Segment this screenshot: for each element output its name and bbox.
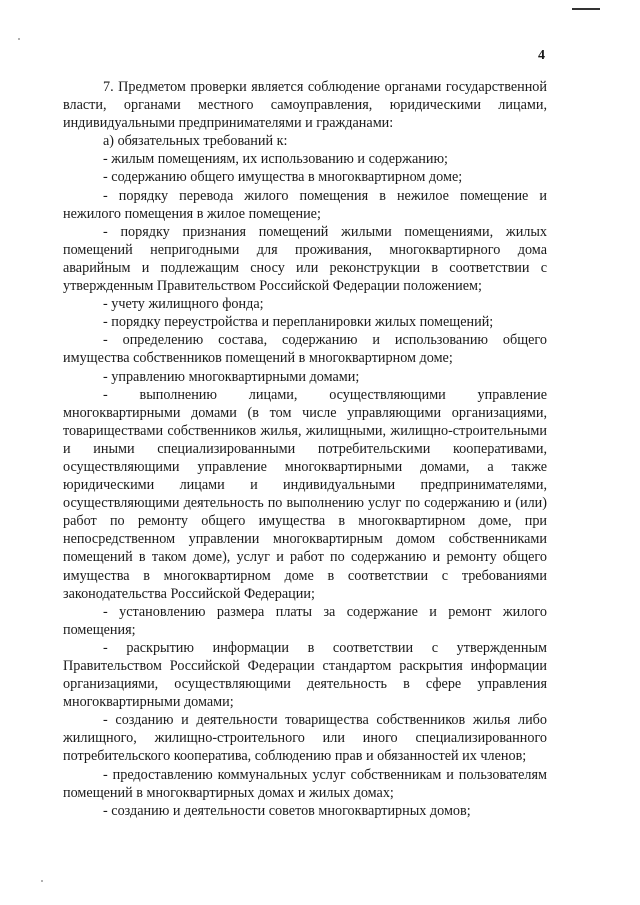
- document-body: [63, 78, 547, 820]
- list-item: - учету жилищного фонда;: [103, 296, 264, 313]
- page-number: 4: [538, 48, 545, 63]
- list-item: - содержанию общего имущества в многоквартирном доме;: [103, 169, 463, 186]
- list-item: - раскрытию информации в соответствии с утвержденным Правительством Российской Федерации стандартом раскрытия информации организациями, осуществляющими деятельность в сфере управления многоквартирными домами;: [63, 639, 547, 711]
- list-item: - определению состава, содержанию и использованию общего имущества собственников помещений в многоквартирном доме;: [63, 332, 547, 367]
- list-item: - созданию и деятельности советов многоквартирных домов;: [103, 802, 471, 819]
- list-item: - порядку признания помещений жилыми помещениями, жилых помещений непригодными для проживания, многоквартирного дома аварийным и подлежащим сносу или реконструкции в соответствии с утвержденным Правительством Российской Федерации положением;: [63, 223, 547, 295]
- list-item: - порядку переустройства и перепланировки жилых помещений;: [103, 314, 494, 331]
- item-a-heading: а) обязательных требований к:: [103, 133, 288, 150]
- scan-speck: [41, 880, 43, 882]
- list-item: - управлению многоквартирными домами;: [103, 368, 360, 385]
- scan-speck: [18, 38, 20, 40]
- scan-mark: [572, 8, 600, 10]
- list-item: - жилым помещениям, их использованию и содержанию;: [103, 151, 448, 168]
- list-item: - порядку перевода жилого помещения в нежилое помещение и нежилого помещения в жилое помещение;: [63, 187, 547, 222]
- list-item: - созданию и деятельности товарищества собственников жилья либо жилищного, жилищно-строительного или иного специализированного потребительского кооператива, соблюдению прав и обязанностей их членов;: [63, 712, 547, 765]
- list-item: - предоставлению коммунальных услуг собственникам и пользователям помещений в многоквартирных домах и жилых домах;: [63, 766, 547, 801]
- list-item: - выполнению лицами, осуществляющими управление многоквартирными домами (в том числе управляющими организациями, товариществами собственников жилья, жилищными, жилищно-строительными и иными специализированными потребительскими кооперативами, осуществляющими управление многоквартирными домами, а также юридическими лицами и индивидуальными предпринимателями, осуществляющими деятельность по выполнению услуг по содержанию и (или) работ по ремонту общего имущества в многоквартирном доме, при непосредственном управлении многоквартирным домом собственниками помещений в таком доме), услуг и работ по содержанию и ремонту общего имущества в многоквартирном доме в соответствии с требованиями законодательства Российской Федерации;: [63, 386, 547, 602]
- paragraph-7-intro: 7. Предметом проверки является соблюдение органами государственной власти, органами местного самоуправления, юридическими лицами, индивидуальными предпринимателями и гражданами:: [63, 79, 547, 132]
- list-item: - установлению размера платы за содержание и ремонт жилого помещения;: [63, 603, 547, 638]
